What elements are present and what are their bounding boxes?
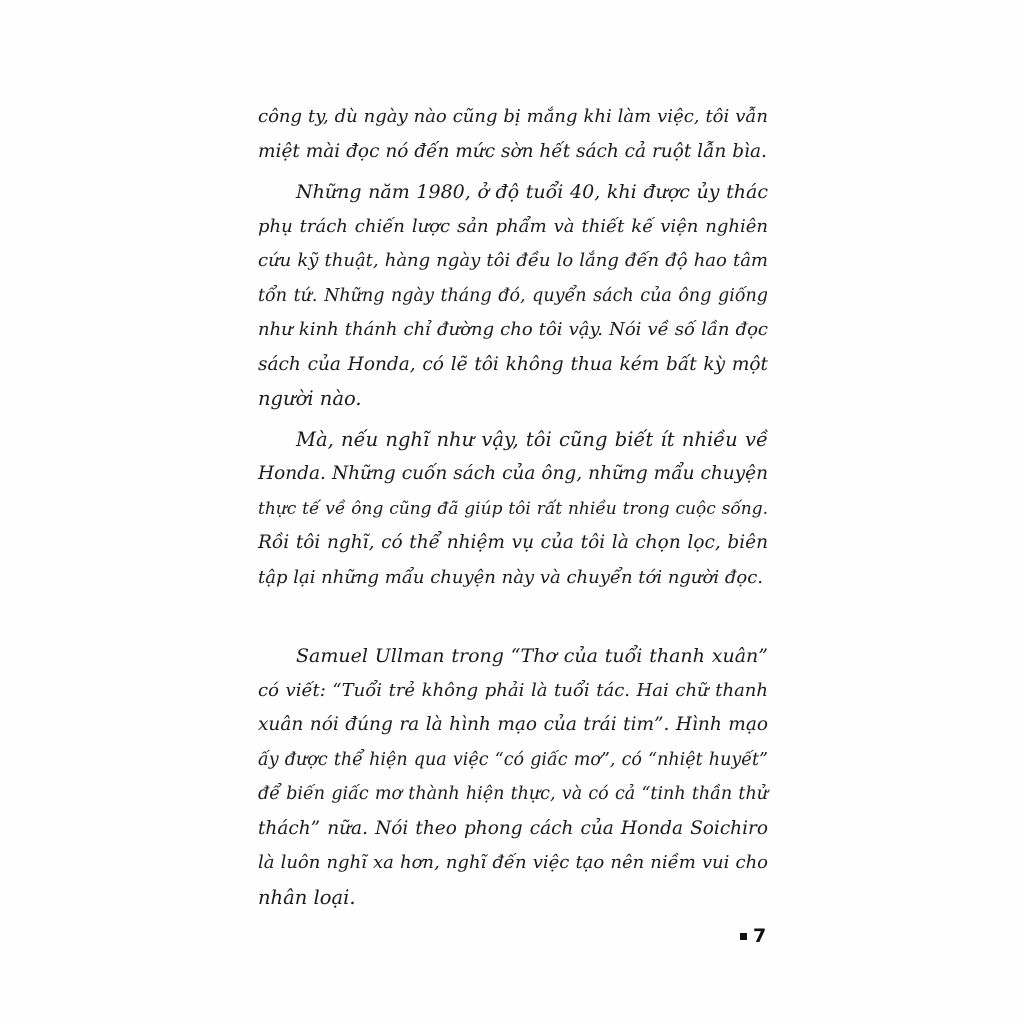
- body-text: [258, 100, 768, 915]
- page-number-value: 7: [753, 925, 767, 947]
- text-line: người nào.: [258, 387, 362, 410]
- paragraph-2: [258, 175, 768, 417]
- text-line: thực tế về ông cũng đã giúp tôi rất nhiều trong cuộc sống.: [258, 498, 768, 519]
- text-line: ấy được thể hiện qua việc “có giấc mơ”, có “nhiệt huyết”: [258, 749, 768, 770]
- text-line: để biến giấc mơ thành hiện thực, và có cả “tinh thần thử: [258, 784, 768, 804]
- text-line: Mà, nếu nghĩ như vậy, tôi cũng biết ít nhiều về: [296, 427, 768, 451]
- text-line: tổn tứ. Những ngày tháng đó, quyển sách của ông giống: [258, 285, 768, 306]
- text-line: Những năm 1980, ở độ tuổi 40, khi được ủy thác: [296, 181, 768, 203]
- paragraph-1: [258, 100, 768, 169]
- text-line: tập lại những mẩu chuyện này và chuyển tới người đọc.: [258, 566, 764, 588]
- square-bullet-icon: [740, 933, 747, 940]
- text-line: thách” nữa. Nói theo phong cách của Honda Soichiro: [258, 817, 768, 839]
- text-line: có viết: “Tuổi trẻ không phải là tuổi tác. Hai chữ thanh: [258, 679, 768, 701]
- text-line: Samuel Ullman trong “Thơ của tuổi thanh xuân”: [296, 645, 768, 667]
- text-line: cứu kỹ thuật, hàng ngày tôi đều lo lắng đến độ hao tâm: [258, 250, 768, 271]
- text-line: Honda. Những cuốn sách của ông, những mẩu chuyện: [258, 463, 768, 484]
- text-line: miệt mài đọc nó đến mức sờn hết sách cả ruột lẫn bìa.: [258, 140, 767, 162]
- text-line: xuân nói đúng ra là hình mạo của trái tim”. Hình mạo: [258, 714, 768, 735]
- text-line: như kinh thánh chỉ đường cho tôi vậy. Nói về số lần đọc: [258, 319, 768, 340]
- text-line: nhân loại.: [258, 885, 356, 909]
- page-number: [740, 925, 766, 947]
- text-line: sách của Honda, có lẽ tôi không thua kém bất kỳ một: [258, 353, 768, 375]
- paragraph-4: [258, 639, 768, 915]
- text-line: Rồi tôi nghĩ, có thể nhiệm vụ của tôi là chọn lọc, biên: [258, 532, 768, 553]
- paragraph-3: [258, 423, 768, 596]
- text-line: phụ trách chiến lược sản phẩm và thiết kế viện nghiên: [258, 215, 768, 237]
- text-line: là luôn nghĩ xa hơn, nghĩ đến việc tạo nên niềm vui cho: [258, 852, 768, 873]
- text-line: công ty, dù ngày nào cũng bị mắng khi làm việc, tôi vẫn: [258, 106, 768, 127]
